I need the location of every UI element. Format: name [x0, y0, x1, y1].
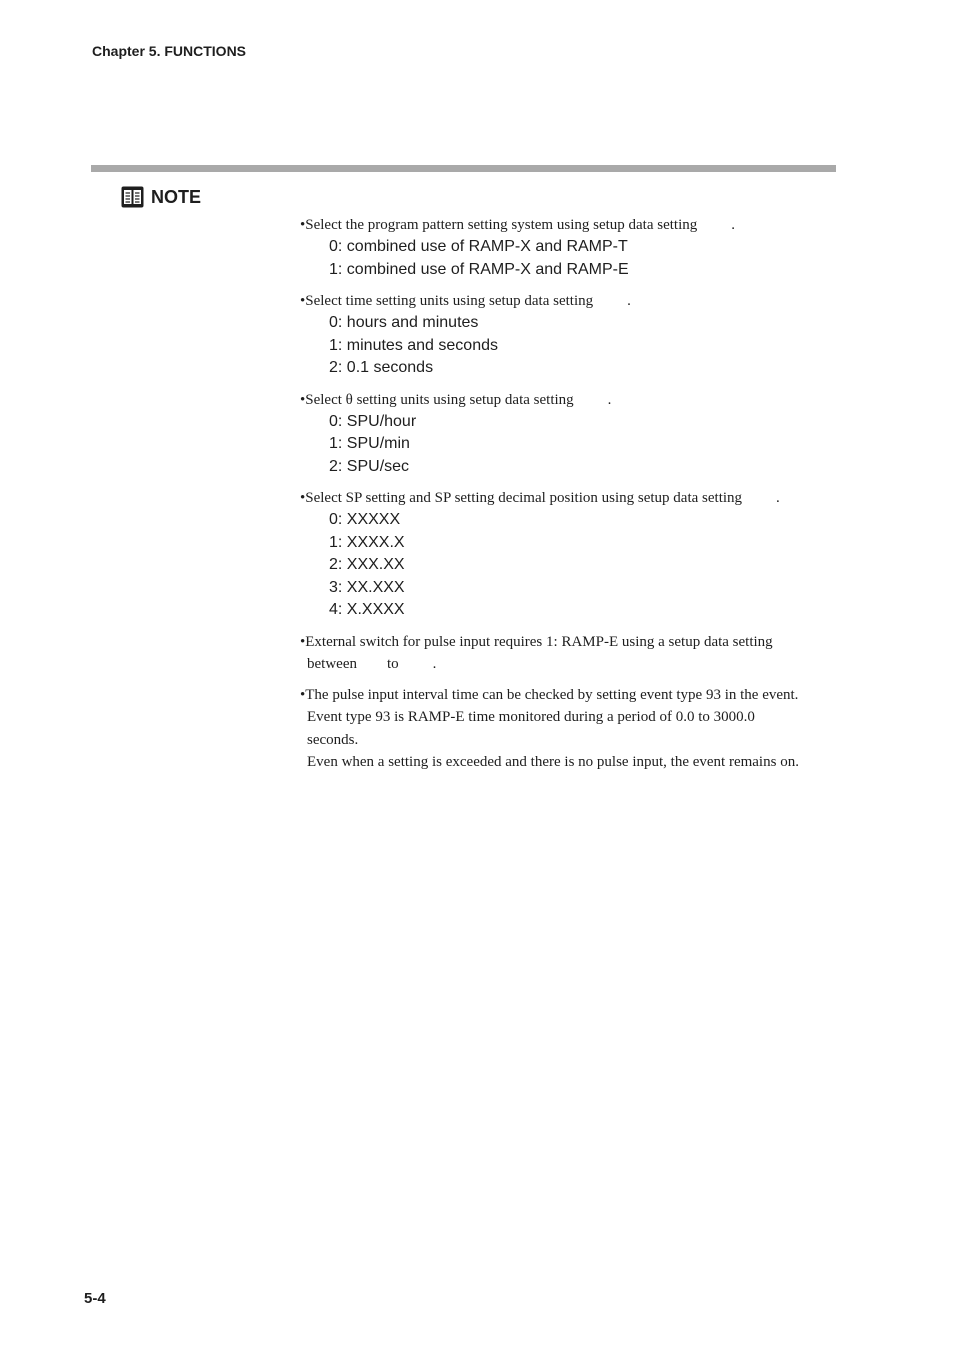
continuation-line: Even when a setting is exceeded and there is no pulse input, the event remains on.	[307, 754, 799, 770]
bullet-text	[300, 214, 840, 236]
note-item-pattern	[300, 214, 840, 281]
continuation-line: seconds.	[307, 731, 359, 748]
bullet-text	[300, 487, 840, 509]
continuation-line: Event type 93 is RAMP-E time monitored during a period of 0.0 to 3000.0	[307, 709, 755, 725]
sentence-end: .	[776, 490, 780, 506]
bullet-sentence: •Select the program pattern setting system using setup data setting	[300, 217, 698, 233]
between-word: between	[307, 655, 357, 672]
note-item-time	[300, 290, 840, 380]
bullet-text: •The pulse input interval time can be checked by setting event type 93 in the event.	[300, 687, 799, 703]
option-line: 1: XXXX.X	[329, 533, 405, 551]
note-item-sp	[300, 487, 840, 622]
option-line: 0: SPU/hour	[329, 412, 417, 430]
option-line: 0: XXXXX	[329, 511, 401, 528]
option-line: 1: minutes and seconds	[329, 336, 498, 354]
option-line: 1: SPU/min	[329, 435, 410, 452]
note-item-external	[300, 631, 840, 676]
option-line: 0: combined use of RAMP-X and RAMP-T	[329, 238, 628, 255]
option-line: 2: XXX.XX	[329, 556, 405, 573]
option-line: 4: X.XXXX	[329, 601, 405, 618]
note-label: NOTE	[151, 186, 202, 207]
chapter-header: Chapter 5. FUNCTIONS	[92, 43, 247, 59]
option-line: 3: XX.XXX	[329, 578, 405, 596]
sentence-end: .	[607, 391, 612, 408]
book-icon	[121, 186, 151, 208]
option-line: 2: 0.1 seconds	[329, 359, 434, 376]
bullet-sentence: •Select time setting units using setup data setting	[300, 293, 594, 309]
sentence-end: .	[731, 217, 736, 233]
section-divider	[91, 165, 836, 172]
sentence-end: .	[627, 293, 631, 309]
bullet-text: •External switch for pulse input requires 1: RAMP-E using a setup data setting	[300, 633, 773, 650]
sentence-end: .	[432, 655, 437, 672]
page-number: 5-4	[84, 1290, 106, 1307]
option-line: 2: SPU/sec	[329, 457, 410, 475]
option-line: 1: combined use of RAMP-X and RAMP-E	[329, 260, 629, 278]
bullet-text	[300, 290, 840, 312]
note-item-pulse	[300, 684, 840, 774]
note-heading	[121, 186, 201, 208]
to-word: to	[386, 655, 399, 672]
note-body	[300, 214, 840, 783]
bullet-sentence: •Select SP setting and SP setting decimal position using setup data setting	[300, 490, 743, 506]
bullet-text	[300, 389, 840, 411]
bullet-sentence: •Select θ setting units using setup data setting	[300, 391, 574, 408]
option-line: 0: hours and minutes	[329, 314, 479, 331]
continuation-line	[300, 653, 840, 676]
note-item-theta	[300, 389, 840, 479]
